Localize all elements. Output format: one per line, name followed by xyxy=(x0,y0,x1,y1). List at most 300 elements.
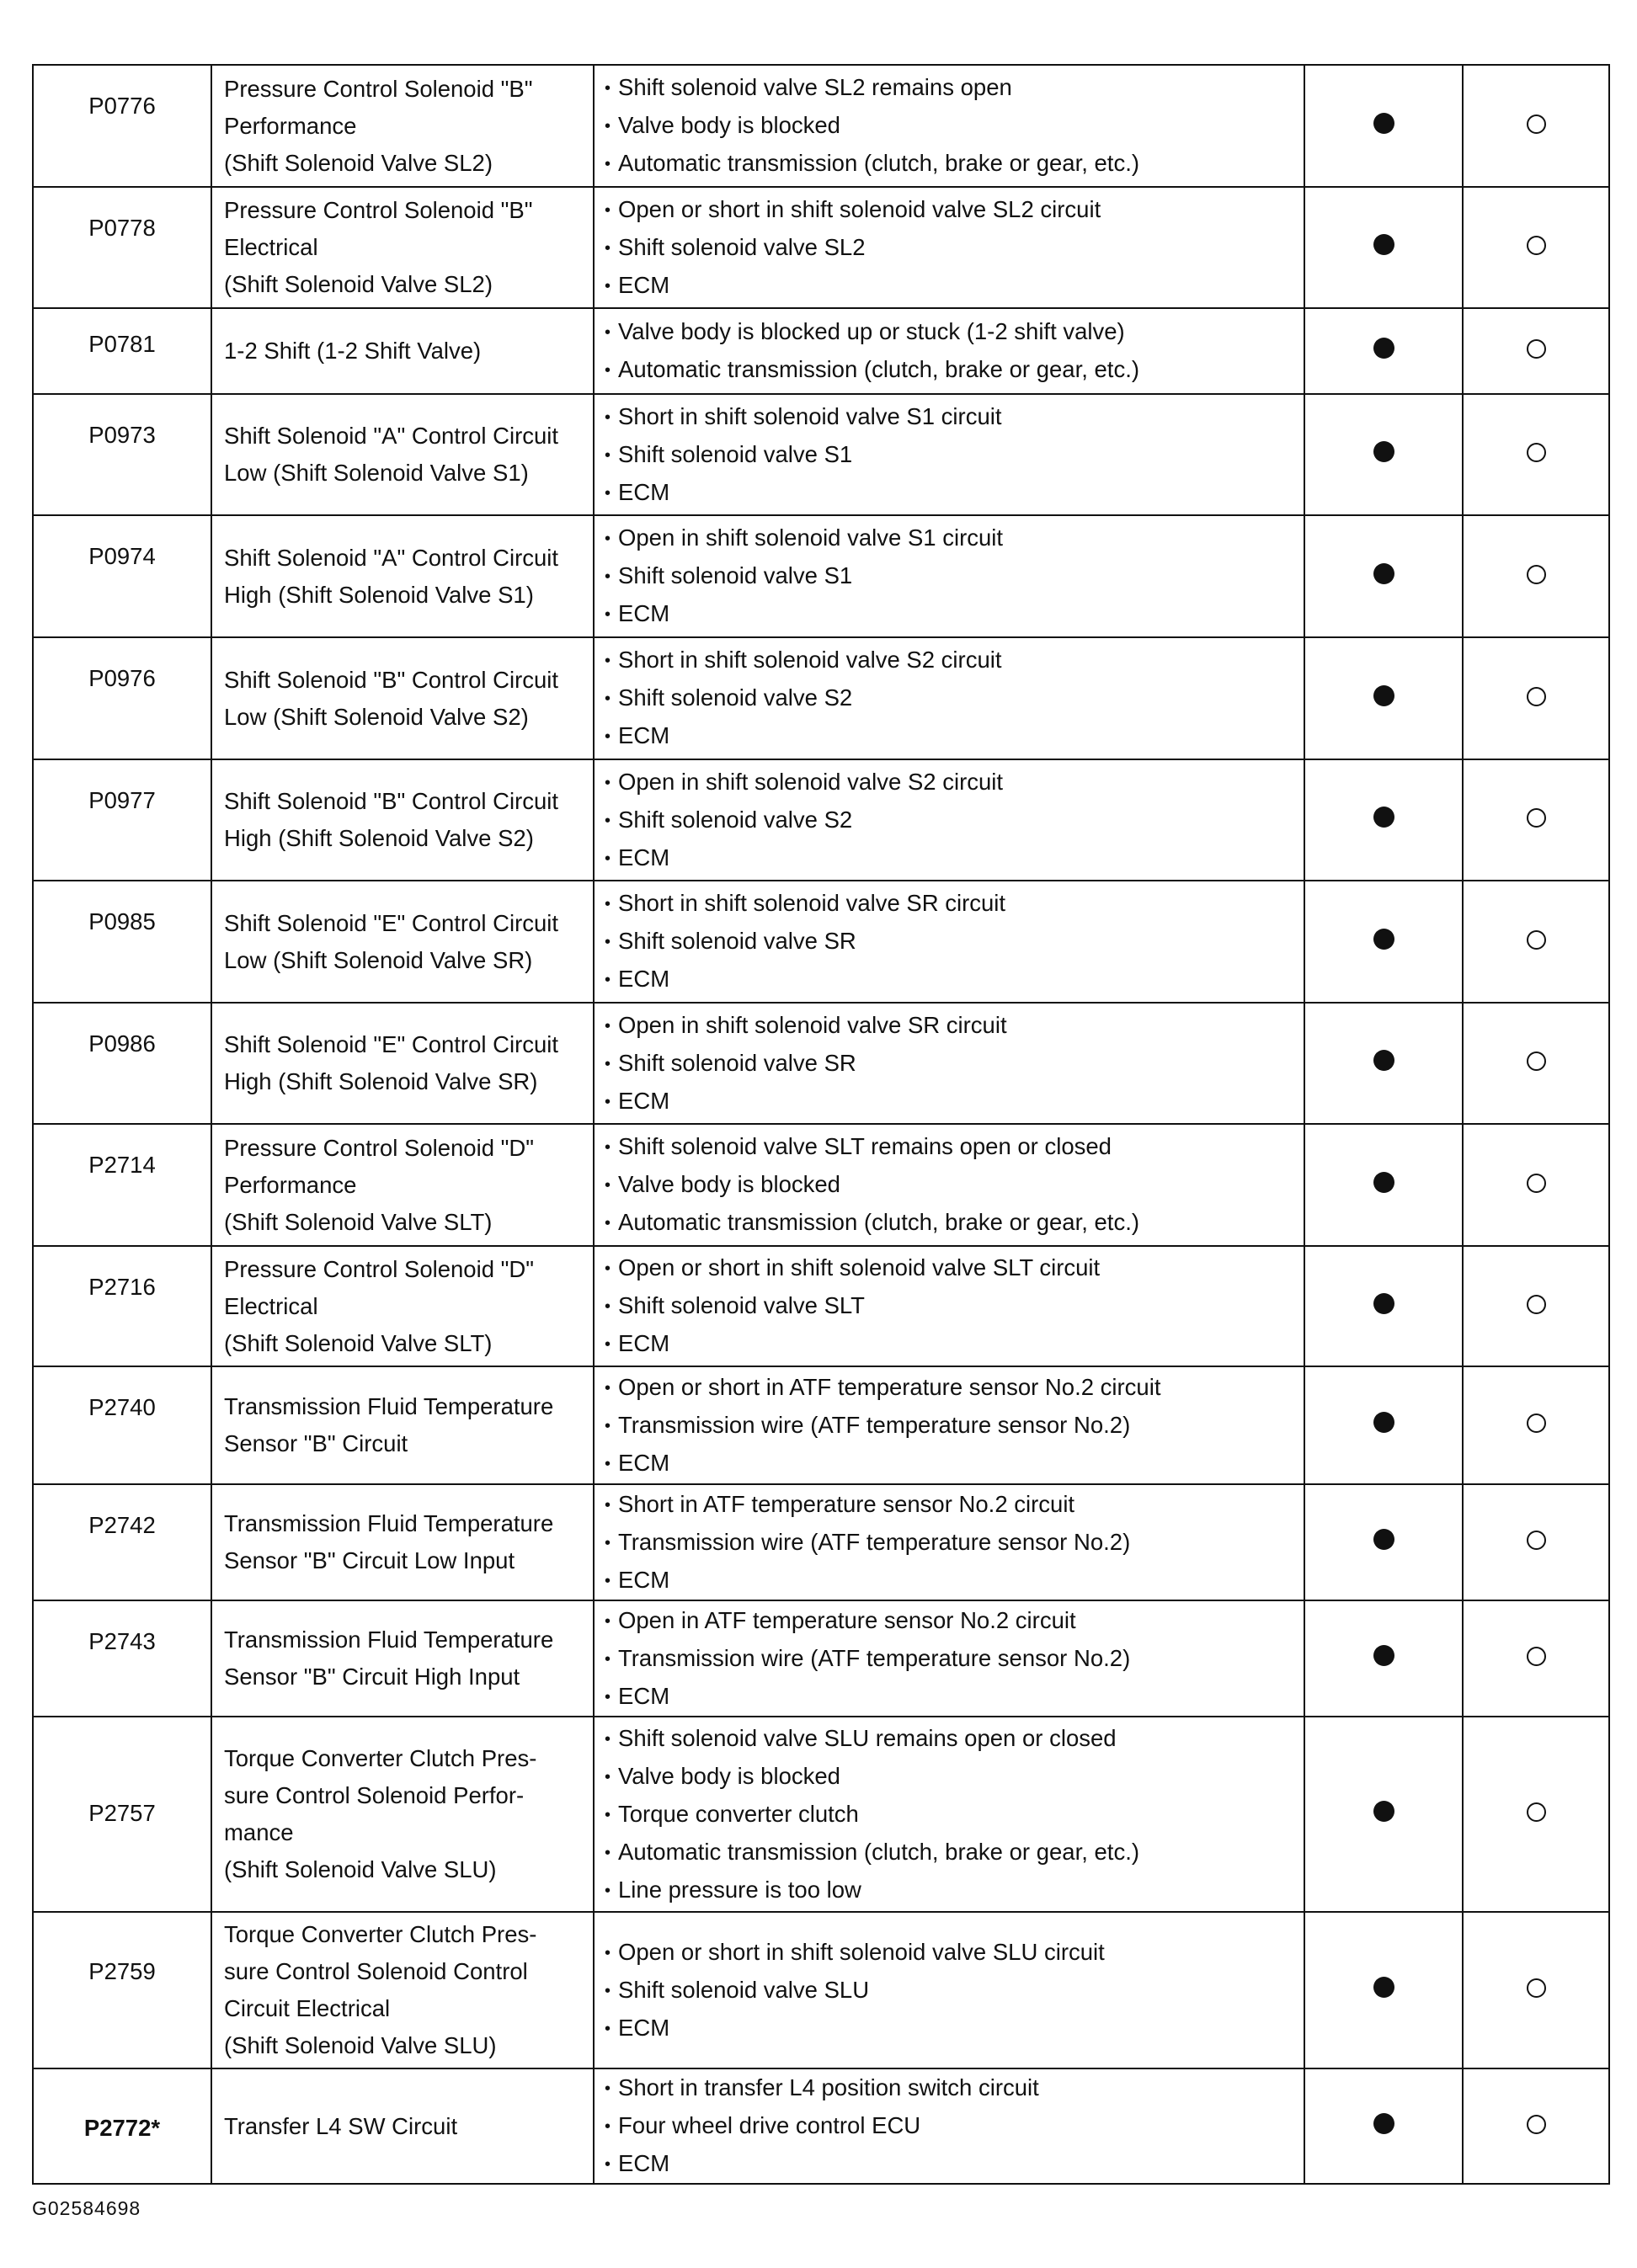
trouble-area-item xyxy=(605,351,1298,389)
trouble-area-item xyxy=(605,557,1298,595)
bullet-icon: • xyxy=(605,1767,611,1786)
filled-circle-icon xyxy=(1373,563,1394,584)
trouble-area-cell xyxy=(594,1124,1304,1246)
open-circle-icon xyxy=(1527,2115,1546,2134)
trouble-area-cell xyxy=(594,1003,1304,1124)
dtc-name-line: sure Control Solenoid Perfor- xyxy=(224,1782,525,1808)
open-circle-icon xyxy=(1527,1295,1546,1314)
bullet-icon: • xyxy=(605,1533,611,1552)
dtc-code-cell xyxy=(33,1484,211,1600)
trouble-area-text: Shift solenoid valve SL2 remains open xyxy=(618,74,1012,100)
trouble-area-item xyxy=(605,885,1298,923)
mil-indicator-cell xyxy=(1304,1124,1463,1246)
trouble-area-item xyxy=(605,1407,1298,1445)
open-circle-icon xyxy=(1527,1414,1546,1433)
trouble-area-text: ECM xyxy=(618,271,670,298)
trouble-area-text: Line pressure is too low xyxy=(618,1876,861,1903)
trouble-area-item xyxy=(605,145,1298,183)
dtc-name-line: High (Shift Solenoid Valve S2) xyxy=(224,825,534,851)
dtc-code-cell xyxy=(33,394,211,515)
memory-indicator-cell xyxy=(1463,1124,1609,1246)
dtc-name-line: Shift Solenoid "B" Control Circuit xyxy=(224,788,559,814)
trouble-area-item xyxy=(605,1602,1298,1640)
bullet-icon: • xyxy=(605,1649,611,1669)
filled-circle-icon xyxy=(1373,1172,1394,1193)
memory-indicator-cell xyxy=(1463,1912,1609,2068)
dtc-name-line: Low (Shift Solenoid Valve S2) xyxy=(224,703,529,730)
trouble-area-text: Transmission wire (ATF temperature sensor No.2) xyxy=(618,1528,1131,1555)
filled-circle-icon xyxy=(1373,685,1394,706)
bullet-icon: • xyxy=(605,1016,611,1036)
bullet-icon: • xyxy=(605,811,611,830)
bullet-icon: • xyxy=(605,727,611,746)
open-circle-icon xyxy=(1527,1051,1546,1071)
dtc-code: P2716 xyxy=(88,1274,156,1300)
dtc-code-cell xyxy=(33,759,211,881)
trouble-area-item xyxy=(605,1486,1298,1524)
trouble-area-cell xyxy=(594,515,1304,637)
trouble-area-text: Valve body is blocked xyxy=(618,112,840,138)
bullet-icon: • xyxy=(605,200,611,220)
table-row xyxy=(33,637,1609,759)
trouble-area-cell xyxy=(594,759,1304,881)
trouble-area-text: Short in ATF temperature sensor No.2 circuit xyxy=(618,1490,1075,1517)
trouble-area-item xyxy=(605,2145,1298,2183)
trouble-area-text: Automatic transmission (clutch, brake or gear, etc.) xyxy=(618,1838,1139,1865)
dtc-name-line: Sensor "B" Circuit High Input xyxy=(224,1664,520,1690)
dtc-code-cell xyxy=(33,187,211,308)
trouble-area-cell xyxy=(594,1484,1304,1600)
mil-indicator-cell xyxy=(1304,759,1463,881)
mil-indicator-cell xyxy=(1304,637,1463,759)
dtc-name-cell xyxy=(211,1484,594,1600)
trouble-area-item xyxy=(605,1369,1298,1407)
figure-id: G02584698 xyxy=(32,2197,141,2219)
bullet-icon: • xyxy=(605,895,611,913)
trouble-area-text: Open or short in shift solenoid valve SL2 circuit xyxy=(618,195,1101,222)
memory-indicator-cell xyxy=(1463,65,1609,187)
dtc-name-line: Pressure Control Solenoid "B" xyxy=(224,197,533,223)
filled-circle-icon xyxy=(1373,234,1394,255)
dtc-code: P2772* xyxy=(83,2115,161,2141)
bullet-icon: • xyxy=(605,1943,611,1962)
dtc-name-line: Torque Converter Clutch Pres- xyxy=(224,1745,537,1771)
open-circle-icon xyxy=(1527,1174,1546,1193)
trouble-area-item xyxy=(605,1934,1298,1972)
open-circle-icon xyxy=(1527,930,1546,950)
bullet-icon: • xyxy=(605,1454,611,1473)
bullet-icon: • xyxy=(605,530,611,548)
mil-indicator-cell xyxy=(1304,2068,1463,2184)
bullet-icon: • xyxy=(605,1138,611,1157)
bullet-icon: • xyxy=(605,276,611,295)
trouble-area-text: Shift solenoid valve S2 xyxy=(618,806,853,833)
bullet-icon: • xyxy=(605,1729,611,1749)
memory-indicator-cell xyxy=(1463,1246,1609,1366)
trouble-area-text: Open in ATF temperature sensor No.2 circuit xyxy=(618,1606,1076,1633)
dtc-code-cell xyxy=(33,65,211,187)
trouble-area-text: Open in shift solenoid valve SR circuit xyxy=(618,1011,1007,1038)
trouble-area-item xyxy=(605,1796,1298,1834)
trouble-area-item xyxy=(605,1204,1298,1242)
bullet-icon: • xyxy=(605,1297,611,1316)
trouble-area-text: Open or short in shift solenoid valve SLU circuit xyxy=(618,1938,1105,1965)
trouble-area-item xyxy=(605,679,1298,717)
trouble-area-item xyxy=(605,519,1298,557)
mil-indicator-cell xyxy=(1304,187,1463,308)
trouble-area-item xyxy=(605,923,1298,961)
dtc-name-line: Pressure Control Solenoid "D" xyxy=(224,1134,535,1161)
dtc-code-cell xyxy=(33,637,211,759)
open-circle-icon xyxy=(1527,565,1546,584)
trouble-area-cell xyxy=(594,1366,1304,1484)
trouble-area-item xyxy=(605,839,1298,877)
memory-indicator-cell xyxy=(1463,187,1609,308)
trouble-area-cell xyxy=(594,308,1304,394)
bullet-icon: • xyxy=(605,773,611,792)
dtc-name-line: Low (Shift Solenoid Valve S1) xyxy=(224,460,529,486)
dtc-name-line: 1-2 Shift (1-2 Shift Valve) xyxy=(224,338,482,364)
bullet-icon: • xyxy=(605,155,611,173)
trouble-area-text: ECM xyxy=(618,2150,670,2176)
dtc-name-line: Shift Solenoid "E" Control Circuit xyxy=(224,1031,559,1057)
memory-indicator-cell xyxy=(1463,881,1609,1003)
memory-indicator-cell xyxy=(1463,1717,1609,1912)
bullet-icon: • xyxy=(605,567,611,586)
table-row xyxy=(33,308,1609,394)
trouble-area-text: Open or short in ATF temperature sensor No.2 circuit xyxy=(618,1373,1161,1400)
bullet-icon: • xyxy=(605,445,611,465)
trouble-area-item xyxy=(605,1287,1298,1325)
trouble-area-item xyxy=(605,1562,1298,1600)
dtc-name-line: Shift Solenoid "A" Control Circuit xyxy=(224,423,559,449)
dtc-name-line: sure Control Solenoid Control xyxy=(224,1958,528,1984)
dtc-name-cell xyxy=(211,515,594,637)
dtc-code: P2759 xyxy=(88,1958,156,1984)
dtc-code-cell xyxy=(33,1912,211,2068)
dtc-code-cell xyxy=(33,881,211,1003)
trouble-area-text: Shift solenoid valve SR xyxy=(618,928,856,954)
bullet-icon: • xyxy=(605,971,611,989)
trouble-area-item xyxy=(605,2010,1298,2047)
open-circle-icon xyxy=(1527,687,1546,706)
table-row xyxy=(33,1246,1609,1366)
trouble-area-text: Shift solenoid valve S2 xyxy=(618,684,853,711)
dtc-name-cell xyxy=(211,1246,594,1366)
dtc-name-line: Torque Converter Clutch Pres- xyxy=(224,1921,537,1947)
filled-circle-icon xyxy=(1373,338,1394,359)
trouble-area-item xyxy=(605,801,1298,839)
open-circle-icon xyxy=(1527,1531,1546,1550)
trouble-area-cell xyxy=(594,1912,1304,2068)
trouble-area-item xyxy=(605,191,1298,229)
trouble-area-item xyxy=(605,764,1298,801)
dtc-name-line: Pressure Control Solenoid "B" xyxy=(224,75,533,102)
table-row xyxy=(33,1366,1609,1484)
trouble-area-text: Transmission wire (ATF temperature sensor No.2) xyxy=(618,1411,1131,1438)
trouble-area-text: Valve body is blocked xyxy=(618,1762,840,1789)
bullet-icon: • xyxy=(605,1805,611,1824)
trouble-area-text: ECM xyxy=(618,478,670,505)
table-row xyxy=(33,1600,1609,1717)
dtc-code-cell xyxy=(33,2068,211,2184)
trouble-area-text: Shift solenoid valve SLT remains open or closed xyxy=(618,1133,1112,1159)
filled-circle-icon xyxy=(1373,807,1394,828)
trouble-area-text: ECM xyxy=(618,844,670,870)
bullet-icon: • xyxy=(605,79,611,98)
filled-circle-icon xyxy=(1373,1050,1394,1071)
open-circle-icon xyxy=(1527,443,1546,462)
memory-indicator-cell xyxy=(1463,1366,1609,1484)
dtc-code: P0781 xyxy=(88,331,156,357)
trouble-area-item xyxy=(605,1045,1298,1083)
dtc-name-line: Circuit Electrical xyxy=(224,1995,391,2021)
trouble-area-text: Open or short in shift solenoid valve SLT circuit xyxy=(618,1254,1101,1280)
bullet-icon: • xyxy=(605,1611,611,1631)
dtc-name-line: (Shift Solenoid Valve SLU) xyxy=(224,1856,497,1882)
dtc-name-cell xyxy=(211,881,594,1003)
trouble-area-text: Valve body is blocked up or stuck (1-2 shift valve) xyxy=(618,318,1125,344)
filled-circle-icon xyxy=(1373,1977,1394,1998)
dtc-code: P2714 xyxy=(88,1152,156,1178)
bullet-icon: • xyxy=(605,1881,611,1900)
mil-indicator-cell xyxy=(1304,1600,1463,1717)
trouble-area-item xyxy=(605,2069,1298,2107)
trouble-area-item xyxy=(605,2107,1298,2145)
dtc-name-cell xyxy=(211,308,594,394)
dtc-code-cell xyxy=(33,1124,211,1246)
bullet-icon: • xyxy=(605,1176,611,1195)
dtc-name-line: Performance xyxy=(224,112,357,139)
filled-circle-icon xyxy=(1373,1801,1394,1822)
trouble-area-item xyxy=(605,1834,1298,1871)
bullet-icon: • xyxy=(605,117,611,136)
trouble-area-text: Open in shift solenoid valve S2 circuit xyxy=(618,768,1004,795)
bullet-icon: • xyxy=(605,1495,611,1515)
trouble-area-item xyxy=(605,1720,1298,1758)
trouble-area-cell xyxy=(594,637,1304,759)
dtc-name-line: Low (Shift Solenoid Valve SR) xyxy=(224,946,533,973)
open-circle-icon xyxy=(1527,1978,1546,1998)
trouble-area-item xyxy=(605,1678,1298,1716)
dtc-name-line: Transmission Fluid Temperature xyxy=(224,1626,554,1653)
trouble-area-cell xyxy=(594,187,1304,308)
dtc-name-line: Shift Solenoid "E" Control Circuit xyxy=(224,909,559,936)
trouble-area-text: Automatic transmission (clutch, brake or gear, etc.) xyxy=(618,150,1139,176)
bullet-icon: • xyxy=(605,407,611,427)
table-row xyxy=(33,1717,1609,1912)
trouble-area-text: ECM xyxy=(618,1087,670,1114)
trouble-area-item xyxy=(605,717,1298,755)
dtc-name-line: High (Shift Solenoid Valve SR) xyxy=(224,1068,538,1094)
trouble-area-text: Short in transfer L4 position switch circuit xyxy=(618,2074,1039,2100)
trouble-area-item xyxy=(605,69,1298,107)
trouble-area-cell xyxy=(594,2068,1304,2184)
table-row xyxy=(33,187,1609,308)
dtc-name-cell xyxy=(211,1912,594,2068)
trouble-area-text: ECM xyxy=(618,722,670,748)
trouble-area-text: ECM xyxy=(618,1682,670,1709)
bullet-icon: • xyxy=(605,933,611,951)
trouble-area-text: Open in shift solenoid valve S1 circuit xyxy=(618,524,1004,551)
table-row xyxy=(33,881,1609,1003)
trouble-area-cell xyxy=(594,65,1304,187)
dtc-name-line: Shift Solenoid "B" Control Circuit xyxy=(224,666,559,693)
trouble-area-text: Shift solenoid valve SL2 xyxy=(618,233,866,260)
open-circle-icon xyxy=(1527,339,1546,359)
bullet-icon: • xyxy=(605,1378,611,1398)
open-circle-icon xyxy=(1527,1647,1546,1666)
bullet-icon: • xyxy=(605,689,611,708)
open-circle-icon xyxy=(1527,114,1546,134)
open-circle-icon xyxy=(1527,808,1546,828)
mil-indicator-cell xyxy=(1304,308,1463,394)
dtc-name-line: Transmission Fluid Temperature xyxy=(224,1510,554,1536)
dtc-name-line: Shift Solenoid "A" Control Circuit xyxy=(224,544,559,571)
filled-circle-icon xyxy=(1373,1293,1394,1314)
memory-indicator-cell xyxy=(1463,759,1609,881)
trouble-area-text: ECM xyxy=(618,1449,670,1476)
trouble-area-text: Short in shift solenoid valve S2 circuit xyxy=(618,647,1002,673)
dtc-table xyxy=(32,64,1610,2185)
memory-indicator-cell xyxy=(1463,1003,1609,1124)
trouble-area-text: Valve body is blocked xyxy=(618,1171,840,1197)
dtc-name-line: Performance xyxy=(224,1171,357,1198)
bullet-icon: • xyxy=(605,1214,611,1232)
trouble-area-text: Shift solenoid valve S1 xyxy=(618,562,853,588)
memory-indicator-cell xyxy=(1463,1600,1609,1717)
mil-indicator-cell xyxy=(1304,1246,1463,1366)
bullet-icon: • xyxy=(605,483,611,503)
trouble-area-item xyxy=(605,1128,1298,1166)
bullet-icon: • xyxy=(605,849,611,868)
trouble-area-text: Shift solenoid valve S1 xyxy=(618,440,853,467)
trouble-area-item xyxy=(605,1007,1298,1045)
table-row xyxy=(33,515,1609,637)
dtc-name-line: Sensor "B" Circuit xyxy=(224,1430,408,1456)
mil-indicator-cell xyxy=(1304,1484,1463,1600)
table-row xyxy=(33,394,1609,515)
bullet-icon: • xyxy=(605,652,611,670)
trouble-area-text: ECM xyxy=(618,1566,670,1593)
mil-indicator-cell xyxy=(1304,1717,1463,1912)
open-circle-icon xyxy=(1527,1802,1546,1822)
trouble-area-item xyxy=(605,229,1298,267)
bullet-icon: • xyxy=(605,2019,611,2038)
dtc-code-cell xyxy=(33,1717,211,1912)
dtc-code: P0976 xyxy=(88,665,156,691)
dtc-code: P0974 xyxy=(88,543,156,569)
trouble-area-text: Transmission wire (ATF temperature sensor No.2) xyxy=(618,1644,1131,1671)
bullet-icon: • xyxy=(605,1092,611,1111)
dtc-name-cell xyxy=(211,1717,594,1912)
dtc-name-line: (Shift Solenoid Valve SLT) xyxy=(224,1329,493,1356)
dtc-code: P2743 xyxy=(88,1628,156,1654)
table-row xyxy=(33,1484,1609,1600)
mil-indicator-cell xyxy=(1304,1366,1463,1484)
dtc-name-line: Transfer L4 SW Circuit xyxy=(224,2112,458,2139)
dtc-name-cell xyxy=(211,637,594,759)
dtc-name-line: Electrical xyxy=(224,1292,318,1319)
dtc-name-line: Transmission Fluid Temperature xyxy=(224,1393,554,1419)
open-circle-icon xyxy=(1527,236,1546,255)
trouble-area-item xyxy=(605,1249,1298,1287)
trouble-area-text: Automatic transmission (clutch, brake or gear, etc.) xyxy=(618,356,1139,382)
dtc-code: P0778 xyxy=(88,215,156,241)
dtc-code-cell xyxy=(33,1003,211,1124)
mil-indicator-cell xyxy=(1304,515,1463,637)
filled-circle-icon xyxy=(1373,1529,1394,1550)
trouble-area-text: Short in shift solenoid valve S1 circuit xyxy=(618,402,1002,429)
memory-indicator-cell xyxy=(1463,515,1609,637)
table-row xyxy=(33,1912,1609,2068)
memory-indicator-cell xyxy=(1463,637,1609,759)
dtc-name-line: (Shift Solenoid Valve SL2) xyxy=(224,271,493,297)
bullet-icon: • xyxy=(605,2155,611,2174)
trouble-area-item xyxy=(605,1972,1298,2010)
bullet-icon: • xyxy=(605,1335,611,1354)
trouble-area-item xyxy=(605,1524,1298,1562)
dtc-name-line: Electrical xyxy=(224,234,318,260)
bullet-icon: • xyxy=(605,361,611,380)
dtc-code-cell xyxy=(33,515,211,637)
dtc-code: P2740 xyxy=(88,1394,156,1420)
dtc-name-cell xyxy=(211,1600,594,1717)
dtc-name-line: Pressure Control Solenoid "D" xyxy=(224,1255,535,1282)
bullet-icon: • xyxy=(605,605,611,624)
trouble-area-text: Torque converter clutch xyxy=(618,1800,859,1827)
dtc-code-cell xyxy=(33,1246,211,1366)
bullet-icon: • xyxy=(605,1843,611,1862)
dtc-name-cell xyxy=(211,1366,594,1484)
memory-indicator-cell xyxy=(1463,394,1609,515)
dtc-name-cell xyxy=(211,394,594,515)
trouble-area-text: Shift solenoid valve SLT xyxy=(618,1292,865,1318)
dtc-name-line: Sensor "B" Circuit Low Input xyxy=(224,1547,515,1573)
table-row xyxy=(33,1003,1609,1124)
filled-circle-icon xyxy=(1373,1412,1394,1433)
dtc-name-line: (Shift Solenoid Valve SLT) xyxy=(224,1208,493,1235)
bullet-icon: • xyxy=(605,1416,611,1435)
trouble-area-item xyxy=(605,1445,1298,1483)
bullet-icon: • xyxy=(605,1981,611,2000)
dtc-name-cell xyxy=(211,2068,594,2184)
trouble-area-text: Shift solenoid valve SR xyxy=(618,1049,856,1076)
dtc-code: P0973 xyxy=(88,422,156,448)
dtc-code: P2742 xyxy=(88,1512,156,1538)
dtc-code: P2757 xyxy=(88,1800,156,1826)
dtc-name-cell xyxy=(211,1003,594,1124)
dtc-table-body xyxy=(33,65,1609,2184)
trouble-area-item xyxy=(605,474,1298,512)
memory-indicator-cell xyxy=(1463,2068,1609,2184)
filled-circle-icon xyxy=(1373,2113,1394,2134)
trouble-area-text: ECM xyxy=(618,600,670,626)
dtc-code: P0977 xyxy=(88,787,156,813)
dtc-name-cell xyxy=(211,1124,594,1246)
dtc-name-cell xyxy=(211,759,594,881)
bullet-icon: • xyxy=(605,1687,611,1706)
trouble-area-item xyxy=(605,1640,1298,1678)
filled-circle-icon xyxy=(1373,441,1394,462)
dtc-code: P0986 xyxy=(88,1030,156,1057)
mil-indicator-cell xyxy=(1304,1912,1463,2068)
dtc-name-cell xyxy=(211,65,594,187)
table-row xyxy=(33,2068,1609,2184)
trouble-area-item xyxy=(605,107,1298,145)
trouble-area-text: ECM xyxy=(618,1330,670,1356)
table-row xyxy=(33,1124,1609,1246)
